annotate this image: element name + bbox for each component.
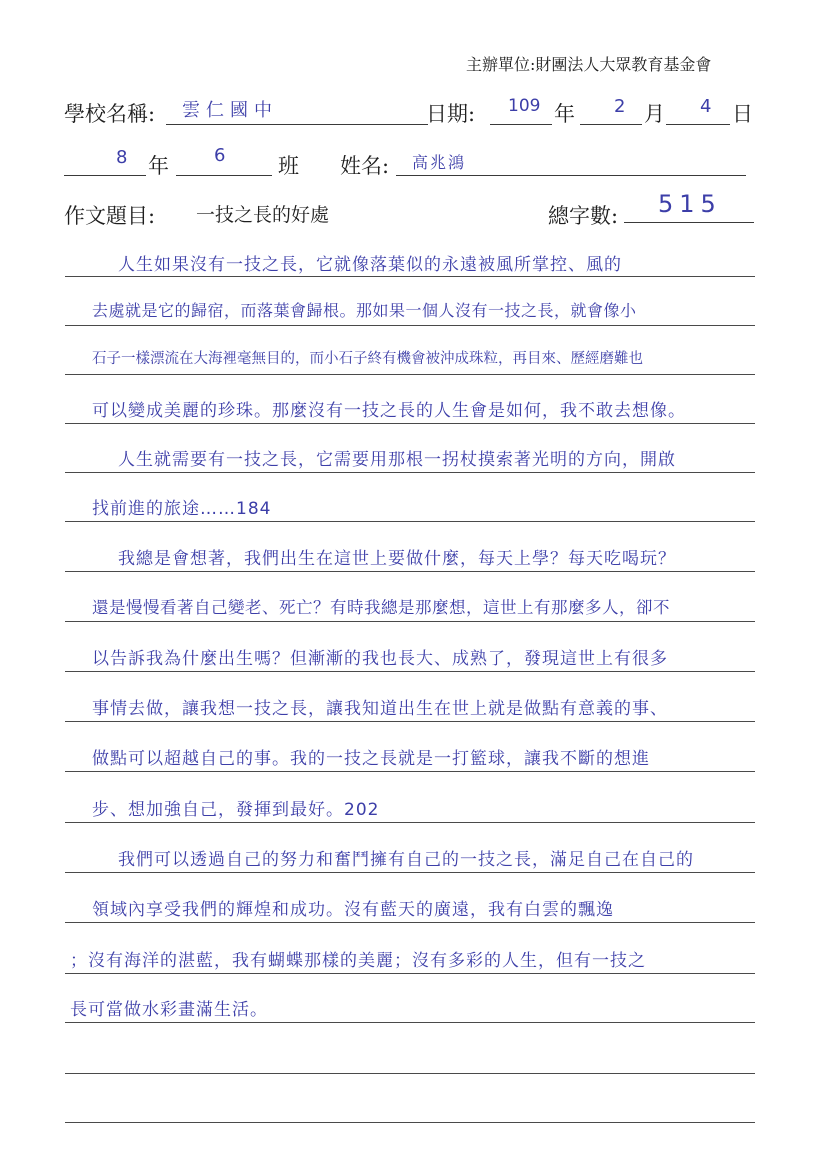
ruled-line [65,472,755,473]
month-label: 月 [644,102,665,126]
year-underline [490,124,552,125]
day-value: 4 [700,96,712,117]
essay-line: 做點可以超越自己的事。我的一技之長就是一打籃球，讓我不斷的想進 [92,749,650,769]
essay-line: 找前進的旅途……184 [92,499,272,519]
year-label: 年 [554,102,575,126]
ruled-line [65,922,755,923]
essay-line: 去處就是它的歸宿，而落葉會歸根。那如果一個人沒有一技之長，就會像小 [92,301,637,320]
essay-line: 事情去做，讓我想一技之長，讓我知道出生在世上就是做點有意義的事、 [92,699,668,719]
grade-label: 年 [148,154,169,178]
essay-line: 我們可以透過自己的努力和奮鬥擁有自己的一技之長，滿足自己在自己的 [118,850,694,870]
wordcount-underline [624,222,754,223]
essay-line: 石子一樣漂流在大海裡毫無目的，而小石子終有機會被沖成珠粒，再目來、歷經磨難也 [92,351,643,367]
month-value: 2 [614,96,626,117]
class-underline [176,175,272,176]
organizer-line: 主辦單位:財團法人大眾教育基金會 [466,55,712,74]
ruled-line [65,423,755,424]
ruled-line [65,872,755,873]
wordcount-value: 515 [658,190,722,218]
essay-line: 可以變成美麗的珍珠。那麼沒有一技之長的人生會是如何，我不敢去想像。 [92,401,686,421]
school-name-label: 學校名稱: [64,102,156,126]
name-value: 高兆鴻 [412,153,467,172]
essay-line: 以告訴我為什麼出生嗎？但漸漸的我也長大、成熟了，發現這世上有很多 [92,649,668,669]
year-value: 109 [508,96,541,116]
month-underline [580,124,642,125]
ruled-line [65,973,755,974]
ruled-line [65,822,755,823]
grade-value: 8 [116,147,128,168]
ruled-line [65,1122,755,1123]
essay-line: 人生就需要有一技之長，它需要用那根一拐杖摸索著光明的方向，開啟 [118,450,676,470]
name-label: 姓名: [340,154,390,178]
topic-label: 作文題目: [64,204,156,228]
ruled-line [65,771,755,772]
ruled-line [65,671,755,672]
topic-value: 一技之長的好處 [196,204,330,226]
date-label: 日期: [426,102,476,126]
ruled-line [65,521,755,522]
ruled-line [65,374,755,375]
school-name-value: 雲仁國中 [182,100,278,121]
essay-line: 我總是會想著，我們出生在這世上要做什麼，每天上學？每天吃喝玩？ [118,549,676,569]
ruled-line [65,325,755,326]
ruled-line [65,276,755,277]
ruled-line [65,1073,755,1074]
essay-line: 步、想加強自己，發揮到最好。202 [92,800,380,820]
ruled-line [65,721,755,722]
school-name-underline [166,124,428,125]
ruled-line [65,571,755,572]
wordcount-label: 總字數: [548,204,619,228]
essay-line: 還是慢慢看著自己變老、死亡？有時我總是那麼想，這世上有那麼多人，卻不 [92,598,670,617]
name-underline [396,175,746,176]
class-label: 班 [278,154,299,178]
day-underline [666,124,730,125]
ruled-line [65,1022,755,1023]
essay-line: 長可當做水彩畫滿生活。 [70,1000,268,1020]
day-label: 日 [732,102,753,126]
class-value: 6 [214,145,226,166]
ruled-line [65,621,755,622]
essay-line: ；沒有海洋的湛藍，我有蝴蝶那樣的美麗；沒有多彩的人生，但有一技之 [70,951,646,971]
grade-underline [64,175,146,176]
essay-line: 人生如果沒有一技之長，它就像落葉似的永遠被風所掌控、風的 [118,255,622,275]
essay-line: 領域內享受我們的輝煌和成功。沒有藍天的廣遠，我有白雲的飄逸 [92,900,614,920]
